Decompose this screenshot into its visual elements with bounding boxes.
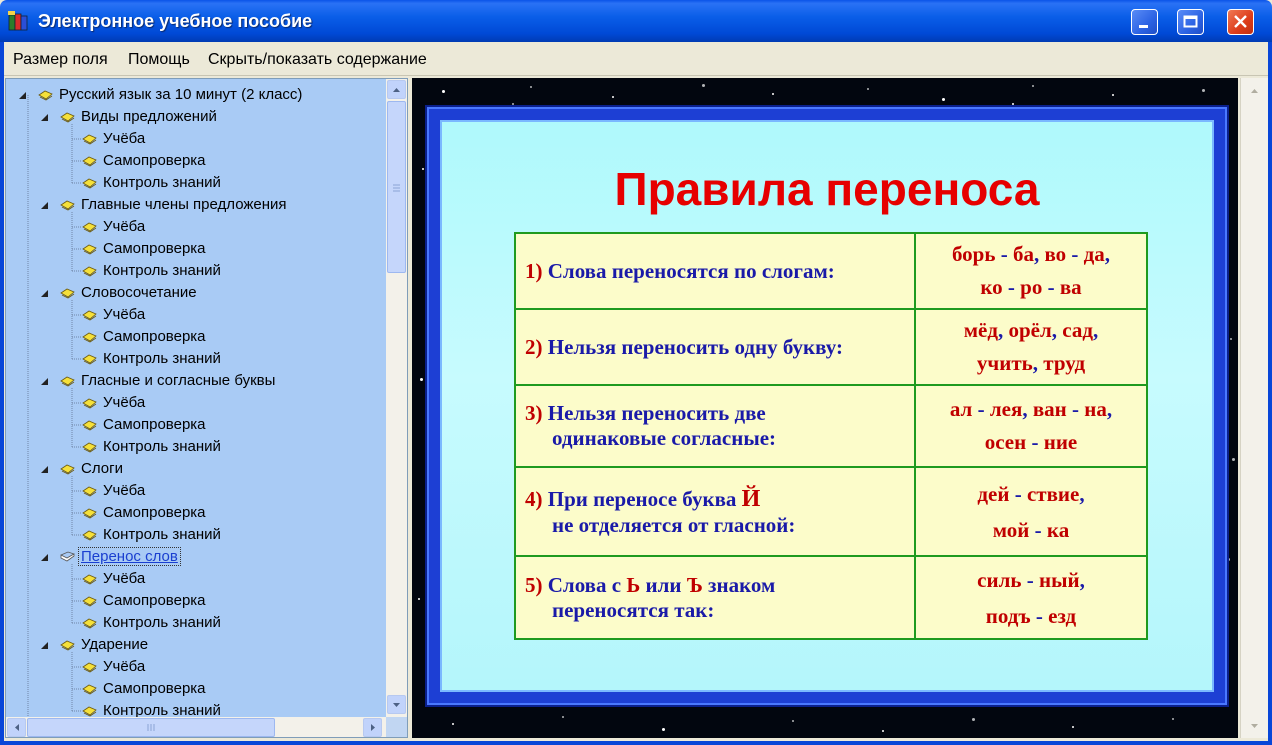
star-decoration [792, 720, 794, 722]
rule-line: не отделяется от гласной: [552, 512, 796, 537]
tree-item-label: Самопроверка [103, 328, 206, 345]
syllable: ва [1059, 275, 1082, 299]
rule-number: 1) [525, 258, 543, 283]
tree-item-label: Контроль знаний [103, 614, 221, 631]
rule-text [515, 556, 915, 639]
scroll-down-button[interactable] [387, 695, 406, 714]
tree-item-label: Гласные и согласные буквы [81, 372, 276, 389]
menu-field-size[interactable]: Размер поля [13, 51, 108, 68]
tree-item-label: Ударение [81, 636, 149, 653]
grip-icon [388, 102, 405, 272]
tree-item-label: Контроль знаний [103, 262, 221, 279]
book-icon [82, 177, 97, 189]
scroll-right-button[interactable] [363, 718, 382, 737]
tree-leaf[interactable] [6, 656, 386, 678]
rule-text [515, 309, 915, 385]
minimize-icon [1132, 10, 1157, 34]
arrow-down-icon [388, 696, 405, 713]
tree-root[interactable] [6, 84, 386, 106]
menu-toggle-contents[interactable]: Скрыть/показать содержание [208, 51, 427, 68]
syllable: езд [1048, 603, 1077, 628]
hyphen: - [1071, 242, 1079, 266]
syllable: ба [1012, 242, 1034, 266]
tree-horizontal-scrollbar[interactable] [6, 717, 386, 737]
highlighted-letter: Ь [626, 572, 641, 597]
rule-row-2 [515, 309, 1147, 385]
tree-leaf[interactable] [6, 238, 386, 260]
tree-item-label: Самопроверка [103, 504, 206, 521]
star-decoration [867, 88, 869, 90]
lesson-content-pane [412, 78, 1238, 738]
highlighted-letter: Ъ [686, 572, 703, 597]
rule-row-1 [515, 233, 1147, 309]
tree-item-label: Учёба [103, 570, 146, 587]
book-icon [82, 243, 97, 255]
window-frame-bottom [0, 741, 1272, 745]
comma: , [1032, 351, 1039, 375]
book-icon [82, 595, 97, 607]
syllable: ный [1038, 567, 1080, 592]
tree-item-label: Перенос слов [78, 547, 181, 566]
book-icon [38, 89, 53, 101]
syllable: ал [949, 397, 973, 421]
tree-item-label: Учёба [103, 306, 146, 323]
rule-example [915, 233, 1147, 309]
tree-item-label: Самопроверка [103, 240, 206, 257]
collapse-arrow-icon[interactable] [40, 289, 49, 298]
book-icon [82, 441, 97, 453]
menu-bar [0, 42, 1272, 76]
book-icon [82, 133, 97, 145]
slide-panel [440, 120, 1214, 692]
rule-number: 5) [525, 572, 543, 597]
tree-item-label: Контроль знаний [103, 174, 221, 191]
book-icon [82, 705, 97, 717]
syllable: лея [989, 397, 1023, 421]
syllable: на [1084, 397, 1107, 421]
slide-frame [427, 107, 1227, 705]
tree-leaf[interactable] [6, 150, 386, 172]
star-decoration [882, 730, 884, 732]
star-decoration [442, 90, 445, 93]
rule-number: 2) [525, 334, 543, 359]
tree-leaf[interactable] [6, 216, 386, 238]
star-decoration [1232, 458, 1235, 461]
tree-item-label: Учёба [103, 658, 146, 675]
tree-section[interactable] [6, 106, 386, 128]
star-decoration [418, 598, 420, 600]
window-frame-left [0, 42, 4, 745]
rule-example [915, 556, 1147, 639]
scroll-thumb[interactable] [387, 101, 406, 273]
star-decoration [452, 723, 454, 725]
maximize-icon [1178, 10, 1203, 34]
tree-item-label: Словосочетание [81, 284, 197, 301]
horizontal-scroll-thumb[interactable] [27, 718, 275, 737]
rule-row-3 [515, 385, 1147, 467]
book-icon [82, 683, 97, 695]
syllable: дей [977, 481, 1010, 506]
star-decoration [612, 96, 614, 98]
contents-tree [6, 79, 386, 717]
hyphen: - [1047, 275, 1055, 299]
word: орёл [1008, 318, 1052, 342]
tree-item-label: Контроль знаний [103, 702, 221, 717]
star-decoration [1172, 718, 1174, 720]
open-book-icon [60, 551, 75, 563]
comma: , [1033, 242, 1040, 266]
syllable: ван [1032, 397, 1067, 421]
maximize-button[interactable] [1177, 9, 1204, 35]
arrow-up-icon [388, 81, 405, 98]
tree-item-label: Учёба [103, 218, 146, 235]
comma: , [1051, 318, 1058, 342]
book-icon [82, 397, 97, 409]
collapse-arrow-icon[interactable] [18, 91, 27, 100]
tree-leaf[interactable] [6, 568, 386, 590]
collapse-arrow-icon[interactable] [40, 641, 49, 650]
tree-leaf[interactable] [6, 326, 386, 348]
tree-leaf[interactable] [6, 436, 386, 458]
syllable: ка [1046, 517, 1070, 542]
menu-help[interactable]: Помощь [128, 51, 190, 68]
tree-section[interactable] [6, 546, 386, 568]
rule-line: При переносе буква [547, 486, 737, 511]
comma: , [1093, 318, 1099, 342]
rules-table [514, 232, 1148, 640]
rule-line: или [645, 572, 682, 597]
book-icon [82, 485, 97, 497]
comma: , [998, 318, 1004, 342]
book-icon [82, 507, 97, 519]
word: мёд [963, 318, 998, 342]
star-decoration [1112, 94, 1114, 96]
window-frame-right [1268, 42, 1272, 745]
tree-leaf[interactable] [6, 612, 386, 634]
close-icon [1228, 10, 1253, 34]
rule-example [915, 309, 1147, 385]
rule-number: 3) [525, 401, 543, 425]
syllable: мой [992, 517, 1030, 542]
syllable: да [1083, 242, 1105, 266]
book-icon [82, 617, 97, 629]
tree-item-label: Учёба [103, 482, 146, 499]
tree-item-label: Контроль знаний [103, 526, 221, 543]
tree-item-label: Учёба [103, 130, 146, 147]
tree-leaf[interactable] [6, 348, 386, 370]
tree-leaf[interactable] [6, 172, 386, 194]
tree-item-label: Учёба [103, 394, 146, 411]
book-icon [82, 265, 97, 277]
book-icon [82, 221, 97, 233]
syllable: силь [977, 567, 1022, 592]
comma: , [1022, 397, 1028, 421]
rule-number: 4) [525, 486, 543, 511]
rule-row-4 [515, 467, 1147, 556]
star-decoration [562, 716, 564, 718]
comma: , [1104, 242, 1111, 266]
content-vertical-scrollbar[interactable] [1240, 78, 1268, 738]
contents-tree-pane [5, 78, 408, 738]
rule-line: Слова с [547, 572, 622, 597]
tree-leaf[interactable] [6, 590, 386, 612]
tree-leaf[interactable] [6, 304, 386, 326]
arrow-left-icon [8, 719, 25, 736]
book-icon [60, 287, 75, 299]
tree-leaf[interactable] [6, 260, 386, 282]
syllable: ние [1043, 430, 1078, 454]
star-decoration [1012, 103, 1014, 105]
tree-item-label: Главные члены предложения [81, 196, 287, 213]
tree-item-label: Виды предложений [81, 108, 217, 125]
hyphen: - [1000, 242, 1008, 266]
word: труд [1043, 351, 1086, 375]
collapse-arrow-icon[interactable] [40, 377, 49, 386]
star-decoration [1032, 85, 1034, 87]
hyphen: - [977, 397, 985, 421]
tree-item-label: Самопроверка [103, 592, 206, 609]
arrow-up-icon[interactable] [1245, 81, 1264, 100]
word: сад [1062, 318, 1093, 342]
collapse-arrow-icon[interactable] [40, 553, 49, 562]
collapse-arrow-icon[interactable] [40, 465, 49, 474]
minimize-button[interactable] [1131, 9, 1158, 35]
comma: , [1079, 481, 1085, 506]
star-decoration [772, 93, 774, 95]
rule-text [515, 385, 915, 467]
slide-title: Правила переноса [614, 163, 1040, 215]
comma: , [1106, 397, 1113, 421]
title-bar [0, 0, 1272, 42]
star-decoration [530, 86, 532, 88]
star-decoration [1202, 89, 1205, 92]
tree-item-label: Слоги [81, 460, 123, 477]
syllable: борь [951, 242, 996, 266]
syllable: ро [1020, 275, 1043, 299]
tree-leaf[interactable] [6, 414, 386, 436]
tree-section[interactable] [6, 458, 386, 480]
hyphen: - [1031, 430, 1039, 454]
book-icon [82, 661, 97, 673]
tree-leaf[interactable] [6, 524, 386, 546]
hyphen: - [1007, 275, 1015, 299]
tree-leaf[interactable] [6, 678, 386, 700]
comma: , [1079, 567, 1085, 592]
rule-row-5 [515, 556, 1147, 639]
rule-line: Нельзя переносить одну букву: [547, 334, 843, 359]
star-decoration [420, 378, 423, 381]
star-decoration [972, 718, 975, 721]
book-icon [60, 639, 75, 651]
close-button[interactable] [1227, 9, 1254, 35]
book-icon [60, 199, 75, 211]
hyphen: - [1034, 517, 1042, 542]
rule-example [915, 385, 1147, 467]
syllable: во [1044, 242, 1067, 266]
rule-line: Слова переносятся по слогам: [547, 258, 835, 283]
rule-line: Нельзя переносить две [547, 401, 766, 425]
star-decoration [1072, 726, 1074, 728]
book-icon [82, 353, 97, 365]
book-icon [60, 375, 75, 387]
tree-section[interactable] [6, 194, 386, 216]
rule-example [915, 467, 1147, 556]
highlighted-letter: Й [741, 485, 761, 512]
star-decoration [1230, 338, 1232, 340]
rule-line: переносятся так: [552, 597, 715, 622]
book-icon [82, 331, 97, 343]
tree-leaf[interactable] [6, 480, 386, 502]
arrow-right-icon [364, 719, 381, 736]
book-icon [60, 111, 75, 123]
star-decoration [942, 98, 945, 101]
syllable: ко [980, 275, 1003, 299]
rule-line: знаком [708, 572, 776, 597]
syllable: ствие [1026, 481, 1080, 506]
syllable: осен [984, 430, 1027, 454]
grip-icon [28, 719, 274, 736]
collapse-arrow-icon[interactable] [40, 201, 49, 210]
tree-item-label: Русский язык за 10 минут (2 класс) [59, 86, 303, 103]
tree-section[interactable] [6, 370, 386, 392]
tree-leaf[interactable] [6, 128, 386, 150]
hyphen: - [1072, 397, 1080, 421]
book-icon [7, 10, 29, 32]
tree-item-label: Самопроверка [103, 416, 206, 433]
rule-line: одинаковые согласные: [552, 426, 777, 450]
hyphen: - [1026, 567, 1034, 592]
tree-leaf[interactable] [6, 502, 386, 524]
tree-item-label: Самопроверка [103, 152, 206, 169]
scroll-left-button[interactable] [7, 718, 26, 737]
tree-section[interactable] [6, 634, 386, 656]
tree-item-label: Контроль знаний [103, 438, 221, 455]
star-decoration [702, 84, 705, 87]
book-icon [82, 573, 97, 585]
book-icon [60, 463, 75, 475]
tree-leaf[interactable] [6, 392, 386, 414]
book-icon [82, 309, 97, 321]
window-title: Электронное учебное пособие [38, 11, 313, 31]
scroll-up-button[interactable] [387, 80, 406, 99]
book-icon [82, 155, 97, 167]
star-decoration [662, 728, 665, 731]
tree-vertical-scrollbar[interactable] [386, 79, 407, 717]
syllable: подъ [985, 603, 1031, 628]
tree-item-label: Самопроверка [103, 680, 206, 697]
star-decoration [512, 103, 514, 105]
word: учить [976, 351, 1033, 375]
arrow-down-icon[interactable] [1245, 716, 1264, 735]
tree-section[interactable] [6, 282, 386, 304]
book-icon [82, 419, 97, 431]
book-icon [82, 529, 97, 541]
rule-text [515, 467, 915, 556]
star-decoration [422, 168, 424, 170]
hyphen: - [1014, 481, 1022, 506]
collapse-arrow-icon[interactable] [40, 113, 49, 122]
star-decoration [1227, 558, 1230, 561]
rule-text [515, 233, 915, 309]
tree-leaf[interactable] [6, 700, 386, 717]
tree-item-label: Контроль знаний [103, 350, 221, 367]
hyphen: - [1035, 603, 1043, 628]
